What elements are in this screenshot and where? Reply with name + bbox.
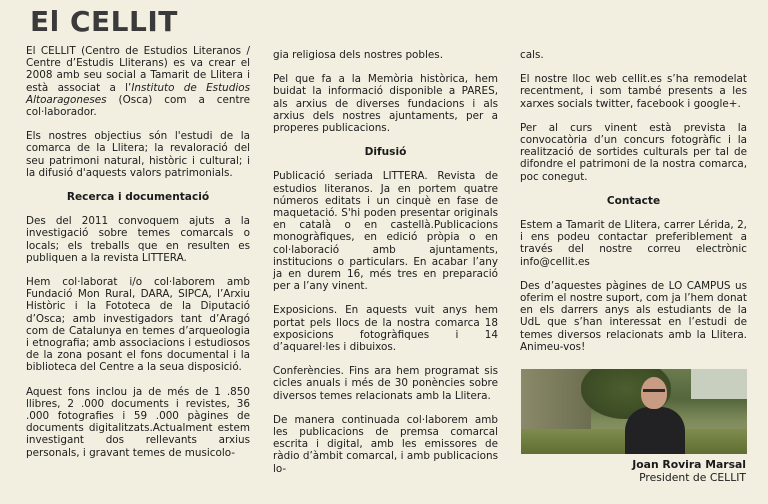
photo-caption [632, 458, 746, 484]
caption-name: Joan Rovira Marsal [632, 458, 746, 471]
institute-name: Instituto de Estudios Altoaragoneses [26, 81, 250, 106]
memory-paragraph: Pel que fa a la Memòria històrica, hem buidat la informació disponible a PARES, als arxius de diverses fundacions i als arxius dels nostres ajuntaments, per a properes publicacions. [273, 73, 498, 135]
exhibitions-paragraph: Exposicions. En aquests vuit anys hem portat pels llocs de la nostra comarca 18 exposicions fotogràfiques i 14 d’aquarel·les i dibuixos. [273, 304, 498, 354]
continuation-paragraph-2: cals. [520, 49, 544, 61]
column-1 [26, 45, 250, 471]
photo-person-head [641, 377, 667, 409]
press-paragraph: De manera continuada col·laborem amb les publicacions de premsa comarcal escrita i digital, amb les emissores de ràdio d’àmbit comarcal, i amb publicacions lo- [273, 413, 498, 475]
column-3 [520, 49, 747, 365]
contest-paragraph: Per al curs vinent està prevista la convocatòria d’un concurs fotogràfic i la realització de sortides culturals per tal de difondre el patrimoni de la nostra comarca, poc conegut. [520, 121, 747, 183]
heading-difusio: Difusió [364, 146, 407, 159]
intro-text-end: (Osca) com a centre col·laborador. [26, 93, 250, 119]
conferences-paragraph: Conferències. Fins ara hem programat sis cicles anuals i més de 30 ponències sobre diversos temes relacionats amb la Llitera. [273, 365, 498, 402]
contact-paragraph: Estem a Tamarit de Llitera, carrer Lérida, 2, i ens podeu contactar preferiblement a través del nostre correu electrònic info@cellit.es [520, 219, 747, 268]
publications-paragraph: Publicació seriada LITTERA. Revista de estudios literanos. Ja en portem quatre números editats i un cinquè en fase de maquetació. S'hi poden presentar originals en català o en castellà.Publicacions monogràfiques, en edició pròpia o en col·laboració amb ajuntaments, institucions o particulars. En acabar l’any ja en durem 16, més tres en preparació per a l’any vinent. [273, 170, 498, 293]
grants-paragraph: Des del 2011 convoquem ajuts a la investigació sobre temes comarcals o locals; els treballs que en resulten es publiquen a la revista LITTERA. [26, 215, 250, 264]
photo-person-body [625, 407, 685, 454]
photo-glasses [643, 389, 665, 392]
heading-contacte: Contacte [606, 194, 661, 207]
collection-paragraph: Aquest fons inclou ja de més de 1 .850 llibres, 2 .000 documents i revistes, 36 .000 fotografies i 59 .000 pàgines de documents digitalitzats.Actualment estem investigant dos rellevants arxius personals, i gravant temes de musicolo- [26, 385, 250, 459]
heading-recerca: Recerca i documentació [66, 191, 210, 204]
objectives-paragraph: Els nostres objectius són l'estudi de la comarca de la Llitera; la revaloració del seu patrimoni natural, històric i cultural; i la difusió d'aquests valors patrimonials. [26, 130, 250, 179]
continuation-paragraph: gia religiosa dels nostres pobles. [273, 49, 444, 61]
intro-paragraph [26, 45, 250, 118]
column-2 [273, 49, 498, 487]
intro-text: El CELLIT (Centro de Estudios Literanos / Centre d’Estudis Lliterans) es va crear el 2008 amb seu social a Tamarit de Llitera i està associat a l’ [26, 45, 250, 94]
photo-sky [691, 369, 747, 399]
collaborations-paragraph: Hem col·laborat i/o col·laborem amb Fundació Mon Rural, DARA, SIPCA, l’Arxiu Històric i la Fototeca de la Diputació d’Osca; amb investigadors tant d’Aragó com de Catalunya en temes d’arqueologia i etnografia; amb associacions i estudiosos de la zona posant el fons documental i la biblioteca del Centre a la seua disposició. [26, 276, 250, 374]
president-photo [521, 369, 747, 454]
caption-role: President de CELLIT [639, 471, 746, 484]
page-title: El CELLIT [30, 5, 178, 38]
website-paragraph: El nostre lloc web cellit.es s’ha remodelat recentment, i som també presents a les xarxes socials twitter, facebook i google+. [520, 73, 747, 110]
support-paragraph: Des d’aquestes pàgines de LO CAMPUS us oferim el nostre suport, com ja l’hem donat en els darrers anys als estudiants de la UdL que s’han interessat en l’estudi de temes diversos relacionats amb la Llitera. Animeu-vos! [520, 279, 747, 353]
